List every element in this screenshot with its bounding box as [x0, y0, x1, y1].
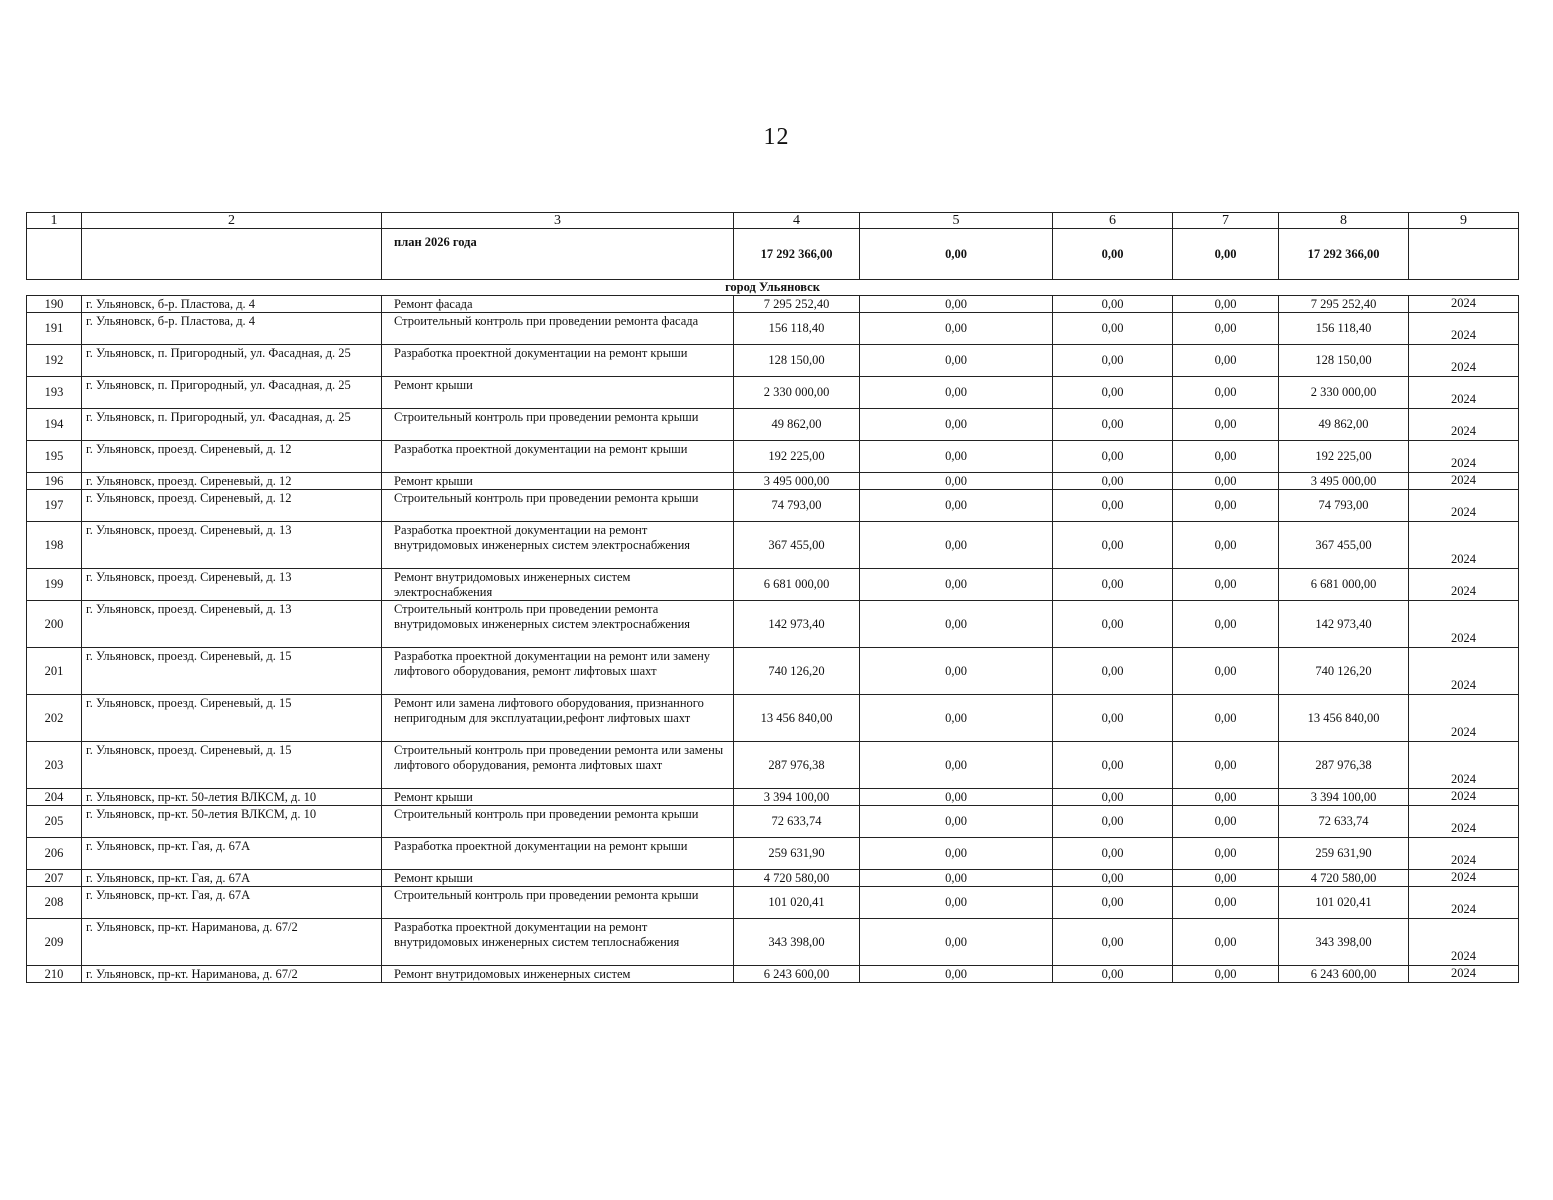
col5-value: 0,00 — [860, 569, 1053, 601]
col4-value: 740 126,20 — [734, 648, 860, 695]
column-header: 1 — [27, 213, 82, 229]
address-cell: г. Ульяновск, проезд. Сиреневый, д. 15 — [82, 695, 382, 742]
col4-value: 6 243 600,00 — [734, 966, 860, 983]
col8-value: 259 631,90 — [1279, 838, 1409, 870]
works-table — [26, 212, 1519, 983]
col8-value: 7 295 252,40 — [1279, 296, 1409, 313]
work-type-cell: Разработка проектной документации на ремонт крыши — [382, 838, 734, 870]
col4-value: 6 681 000,00 — [734, 569, 860, 601]
table-row — [27, 742, 1519, 789]
col6-value: 0,00 — [1053, 870, 1173, 887]
column-header: 2 — [82, 213, 382, 229]
col4-value: 128 150,00 — [734, 345, 860, 377]
col7-value: 0,00 — [1173, 296, 1279, 313]
year-cell: 2024 — [1409, 601, 1519, 648]
col8-value: 4 720 580,00 — [1279, 870, 1409, 887]
year-cell: 2024 — [1409, 695, 1519, 742]
year-cell: 2024 — [1409, 522, 1519, 569]
table-row — [27, 601, 1519, 648]
address-cell: г. Ульяновск, проезд. Сиреневый, д. 13 — [82, 601, 382, 648]
col6-value: 0,00 — [1053, 569, 1173, 601]
col7-value: 0,00 — [1173, 409, 1279, 441]
col6-value: 0,00 — [1053, 742, 1173, 789]
col6-value: 0,00 — [1053, 441, 1173, 473]
col7-value: 0,00 — [1173, 377, 1279, 409]
plan-2026-row — [27, 229, 1519, 280]
column-header: 8 — [1279, 213, 1409, 229]
work-type-cell: Строительный контроль при проведении ремонта крыши — [382, 409, 734, 441]
col7-value: 0,00 — [1173, 806, 1279, 838]
works-table-container — [26, 212, 1518, 983]
work-type-cell: Разработка проектной документации на ремонт внутридомовых инженерных систем теплоснабжения — [382, 919, 734, 966]
plan-col4: 17 292 366,00 — [734, 229, 860, 280]
year-cell: 2024 — [1409, 838, 1519, 870]
work-type-cell: Строительный контроль при проведении ремонта фасада — [382, 313, 734, 345]
col5-value: 0,00 — [860, 919, 1053, 966]
address-cell: г. Ульяновск, проезд. Сиреневый, д. 15 — [82, 742, 382, 789]
col6-value: 0,00 — [1053, 522, 1173, 569]
col6-value: 0,00 — [1053, 966, 1173, 983]
row-number: 199 — [27, 569, 82, 601]
address-cell: г. Ульяновск, пр-кт. Гая, д. 67А — [82, 838, 382, 870]
work-type-cell: Строительный контроль при проведении ремонта крыши — [382, 490, 734, 522]
col8-value: 128 150,00 — [1279, 345, 1409, 377]
column-header: 9 — [1409, 213, 1519, 229]
table-row — [27, 522, 1519, 569]
work-type-cell: Разработка проектной документации на ремонт внутридомовых инженерных систем электроснабжения — [382, 522, 734, 569]
row-number: 207 — [27, 870, 82, 887]
col7-value: 0,00 — [1173, 490, 1279, 522]
row-number: 191 — [27, 313, 82, 345]
col6-value: 0,00 — [1053, 296, 1173, 313]
col7-value: 0,00 — [1173, 870, 1279, 887]
table-row — [27, 870, 1519, 887]
col5-value: 0,00 — [860, 522, 1053, 569]
table-row — [27, 345, 1519, 377]
address-cell: г. Ульяновск, проезд. Сиреневый, д. 13 — [82, 569, 382, 601]
col6-value: 0,00 — [1053, 806, 1173, 838]
work-type-cell: Ремонт или замена лифтового оборудования, признанного непригодным для эксплуатации,рефонт лифтовых шахт — [382, 695, 734, 742]
address-cell: г. Ульяновск, б-р. Пластова, д. 4 — [82, 313, 382, 345]
col8-value: 740 126,20 — [1279, 648, 1409, 695]
col8-value: 367 455,00 — [1279, 522, 1409, 569]
year-cell: 2024 — [1409, 296, 1519, 313]
col7-value: 0,00 — [1173, 601, 1279, 648]
col4-value: 142 973,40 — [734, 601, 860, 648]
year-cell: 2024 — [1409, 887, 1519, 919]
table-row — [27, 569, 1519, 601]
table-row — [27, 409, 1519, 441]
year-cell: 2024 — [1409, 313, 1519, 345]
col4-value: 287 976,38 — [734, 742, 860, 789]
col5-value: 0,00 — [860, 473, 1053, 490]
address-cell: г. Ульяновск, проезд. Сиреневый, д. 12 — [82, 490, 382, 522]
address-cell: г. Ульяновск, пр-кт. Нариманова, д. 67/2 — [82, 919, 382, 966]
address-cell: г. Ульяновск, пр-кт. 50-летия ВЛКСМ, д. 10 — [82, 806, 382, 838]
year-cell: 2024 — [1409, 806, 1519, 838]
row-number: 209 — [27, 919, 82, 966]
row-number: 203 — [27, 742, 82, 789]
col8-value: 101 020,41 — [1279, 887, 1409, 919]
row-number: 194 — [27, 409, 82, 441]
col5-value: 0,00 — [860, 648, 1053, 695]
col8-value: 287 976,38 — [1279, 742, 1409, 789]
plan-col8: 17 292 366,00 — [1279, 229, 1409, 280]
table-row — [27, 966, 1519, 983]
col8-value: 3 495 000,00 — [1279, 473, 1409, 490]
col5-value: 0,00 — [860, 742, 1053, 789]
col4-value: 156 118,40 — [734, 313, 860, 345]
table-row — [27, 887, 1519, 919]
col8-value: 6 243 600,00 — [1279, 966, 1409, 983]
year-cell: 2024 — [1409, 569, 1519, 601]
col7-value: 0,00 — [1173, 522, 1279, 569]
work-type-cell: Ремонт крыши — [382, 870, 734, 887]
row-number: 205 — [27, 806, 82, 838]
col8-value: 49 862,00 — [1279, 409, 1409, 441]
col6-value: 0,00 — [1053, 648, 1173, 695]
col6-value: 0,00 — [1053, 409, 1173, 441]
work-type-cell: Разработка проектной документации на ремонт крыши — [382, 441, 734, 473]
col4-value: 7 295 252,40 — [734, 296, 860, 313]
table-row — [27, 296, 1519, 313]
table-row — [27, 648, 1519, 695]
col6-value: 0,00 — [1053, 601, 1173, 648]
plan-col5: 0,00 — [860, 229, 1053, 280]
col7-value: 0,00 — [1173, 838, 1279, 870]
work-type-cell: Строительный контроль при проведении ремонта крыши — [382, 887, 734, 919]
row-number: 210 — [27, 966, 82, 983]
row-number: 192 — [27, 345, 82, 377]
col5-value: 0,00 — [860, 490, 1053, 522]
work-type-cell: Строительный контроль при проведении ремонта или замены лифтового оборудования, ремонта лифтовых шахт — [382, 742, 734, 789]
col6-value: 0,00 — [1053, 919, 1173, 966]
col4-value: 343 398,00 — [734, 919, 860, 966]
col6-value: 0,00 — [1053, 887, 1173, 919]
col8-value: 192 225,00 — [1279, 441, 1409, 473]
col8-value: 6 681 000,00 — [1279, 569, 1409, 601]
year-cell: 2024 — [1409, 742, 1519, 789]
col6-value: 0,00 — [1053, 313, 1173, 345]
work-type-cell: Ремонт фасада — [382, 296, 734, 313]
col6-value: 0,00 — [1053, 789, 1173, 806]
address-cell: г. Ульяновск, проезд. Сиреневый, д. 15 — [82, 648, 382, 695]
col4-value: 3 495 000,00 — [734, 473, 860, 490]
work-type-cell: Ремонт крыши — [382, 789, 734, 806]
col6-value: 0,00 — [1053, 473, 1173, 490]
year-cell: 2024 — [1409, 870, 1519, 887]
year-cell: 2024 — [1409, 789, 1519, 806]
col8-value: 74 793,00 — [1279, 490, 1409, 522]
year-cell: 2024 — [1409, 966, 1519, 983]
year-cell: 2024 — [1409, 345, 1519, 377]
address-cell: г. Ульяновск, проезд. Сиреневый, д. 13 — [82, 522, 382, 569]
col6-value: 0,00 — [1053, 490, 1173, 522]
table-row — [27, 695, 1519, 742]
col5-value: 0,00 — [860, 441, 1053, 473]
address-cell: г. Ульяновск, п. Пригородный, ул. Фасадная, д. 25 — [82, 377, 382, 409]
year-cell: 2024 — [1409, 473, 1519, 490]
col4-value: 192 225,00 — [734, 441, 860, 473]
row-number: 208 — [27, 887, 82, 919]
address-cell: г. Ульяновск, проезд. Сиреневый, д. 12 — [82, 473, 382, 490]
col8-value: 142 973,40 — [1279, 601, 1409, 648]
col7-value: 0,00 — [1173, 695, 1279, 742]
address-cell: г. Ульяновск, пр-кт. Нариманова, д. 67/2 — [82, 966, 382, 983]
table-row — [27, 441, 1519, 473]
plan-col6: 0,00 — [1053, 229, 1173, 280]
work-type-cell: Строительный контроль при проведении ремонта внутридомовых инженерных систем электроснабжения — [382, 601, 734, 648]
address-cell: г. Ульяновск, пр-кт. Гая, д. 67А — [82, 870, 382, 887]
row-number: 197 — [27, 490, 82, 522]
col5-value: 0,00 — [860, 966, 1053, 983]
col4-value: 74 793,00 — [734, 490, 860, 522]
col4-value: 367 455,00 — [734, 522, 860, 569]
col5-value: 0,00 — [860, 870, 1053, 887]
col7-value: 0,00 — [1173, 789, 1279, 806]
col5-value: 0,00 — [860, 806, 1053, 838]
work-type-cell: Ремонт внутридомовых инженерных систем электроснабжения — [382, 569, 734, 601]
col7-value: 0,00 — [1173, 313, 1279, 345]
column-header-row — [27, 213, 1519, 229]
work-type-cell: Ремонт крыши — [382, 473, 734, 490]
address-cell: г. Ульяновск, проезд. Сиреневый, д. 12 — [82, 441, 382, 473]
city-label: город Ульяновск — [27, 280, 1519, 296]
col5-value: 0,00 — [860, 887, 1053, 919]
col8-value: 343 398,00 — [1279, 919, 1409, 966]
col8-value: 156 118,40 — [1279, 313, 1409, 345]
col7-value: 0,00 — [1173, 473, 1279, 490]
table-row — [27, 377, 1519, 409]
plan-col7: 0,00 — [1173, 229, 1279, 280]
col5-value: 0,00 — [860, 601, 1053, 648]
col4-value: 259 631,90 — [734, 838, 860, 870]
col5-value: 0,00 — [860, 789, 1053, 806]
col4-value: 101 020,41 — [734, 887, 860, 919]
col6-value: 0,00 — [1053, 345, 1173, 377]
row-number: 206 — [27, 838, 82, 870]
page-number: 12 — [763, 124, 790, 150]
col8-value: 72 633,74 — [1279, 806, 1409, 838]
column-header: 5 — [860, 213, 1053, 229]
work-type-cell: Ремонт крыши — [382, 377, 734, 409]
col8-value: 2 330 000,00 — [1279, 377, 1409, 409]
col6-value: 0,00 — [1053, 695, 1173, 742]
col7-value: 0,00 — [1173, 441, 1279, 473]
col4-value: 2 330 000,00 — [734, 377, 860, 409]
column-header: 7 — [1173, 213, 1279, 229]
col8-value: 3 394 100,00 — [1279, 789, 1409, 806]
address-cell: г. Ульяновск, б-р. Пластова, д. 4 — [82, 296, 382, 313]
year-cell: 2024 — [1409, 919, 1519, 966]
col5-value: 0,00 — [860, 345, 1053, 377]
col5-value: 0,00 — [860, 377, 1053, 409]
col7-value: 0,00 — [1173, 887, 1279, 919]
work-type-cell: Разработка проектной документации на ремонт или замену лифтового оборудования, ремонт лифтовых шахт — [382, 648, 734, 695]
address-cell: г. Ульяновск, п. Пригородный, ул. Фасадная, д. 25 — [82, 345, 382, 377]
address-cell: г. Ульяновск, пр-кт. 50-летия ВЛКСМ, д. 10 — [82, 789, 382, 806]
table-row — [27, 473, 1519, 490]
col6-value: 0,00 — [1053, 838, 1173, 870]
col8-value: 13 456 840,00 — [1279, 695, 1409, 742]
year-cell: 2024 — [1409, 441, 1519, 473]
row-number: 201 — [27, 648, 82, 695]
col4-value: 4 720 580,00 — [734, 870, 860, 887]
table-row — [27, 806, 1519, 838]
city-section-row — [27, 280, 1519, 296]
col7-value: 0,00 — [1173, 569, 1279, 601]
row-number: 190 — [27, 296, 82, 313]
table-row — [27, 919, 1519, 966]
col7-value: 0,00 — [1173, 966, 1279, 983]
work-type-cell: Разработка проектной документации на ремонт крыши — [382, 345, 734, 377]
col4-value: 3 394 100,00 — [734, 789, 860, 806]
col5-value: 0,00 — [860, 695, 1053, 742]
table-row — [27, 838, 1519, 870]
row-number: 195 — [27, 441, 82, 473]
col4-value: 13 456 840,00 — [734, 695, 860, 742]
plan-label: план 2026 года — [382, 229, 734, 280]
year-cell: 2024 — [1409, 409, 1519, 441]
col5-value: 0,00 — [860, 296, 1053, 313]
work-type-cell: Ремонт внутридомовых инженерных систем — [382, 966, 734, 983]
row-number: 198 — [27, 522, 82, 569]
col7-value: 0,00 — [1173, 919, 1279, 966]
row-number: 200 — [27, 601, 82, 648]
table-row — [27, 789, 1519, 806]
column-header: 4 — [734, 213, 860, 229]
row-number: 196 — [27, 473, 82, 490]
col4-value: 49 862,00 — [734, 409, 860, 441]
year-cell: 2024 — [1409, 648, 1519, 695]
col7-value: 0,00 — [1173, 742, 1279, 789]
col4-value: 72 633,74 — [734, 806, 860, 838]
address-cell: г. Ульяновск, п. Пригородный, ул. Фасадная, д. 25 — [82, 409, 382, 441]
row-number: 204 — [27, 789, 82, 806]
col5-value: 0,00 — [860, 838, 1053, 870]
row-number: 202 — [27, 695, 82, 742]
col7-value: 0,00 — [1173, 648, 1279, 695]
column-header: 3 — [382, 213, 734, 229]
col5-value: 0,00 — [860, 409, 1053, 441]
row-number: 193 — [27, 377, 82, 409]
col5-value: 0,00 — [860, 313, 1053, 345]
work-type-cell: Строительный контроль при проведении ремонта крыши — [382, 806, 734, 838]
col6-value: 0,00 — [1053, 377, 1173, 409]
year-cell: 2024 — [1409, 490, 1519, 522]
column-header: 6 — [1053, 213, 1173, 229]
table-row — [27, 490, 1519, 522]
col7-value: 0,00 — [1173, 345, 1279, 377]
address-cell: г. Ульяновск, пр-кт. Гая, д. 67А — [82, 887, 382, 919]
table-row — [27, 313, 1519, 345]
year-cell: 2024 — [1409, 377, 1519, 409]
